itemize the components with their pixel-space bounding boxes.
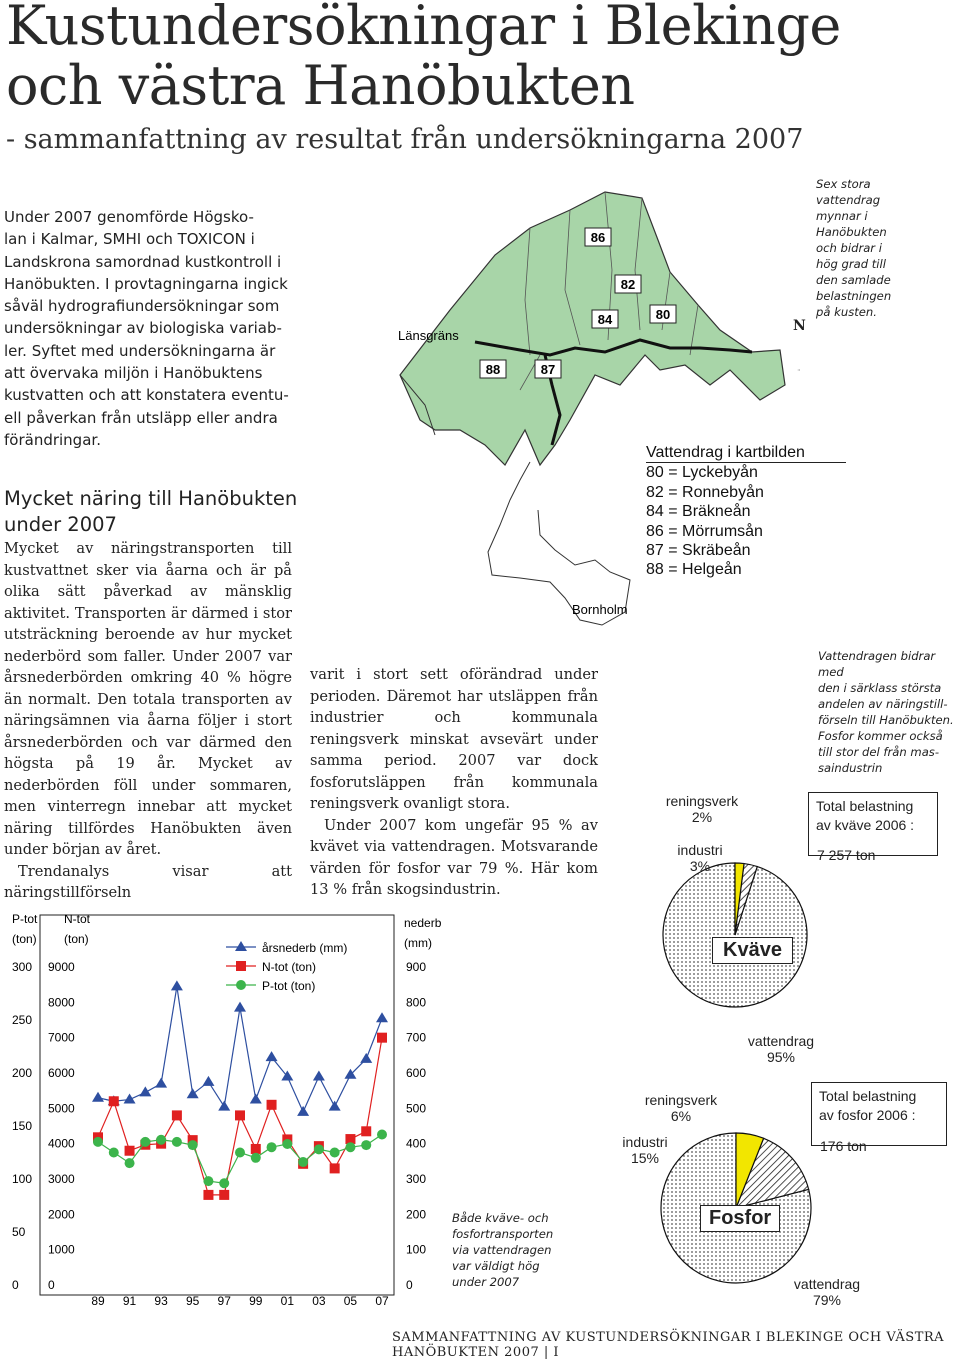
- tick-label-nederb: 200: [406, 1207, 427, 1222]
- fosfor-label-industri: [614, 1134, 676, 1166]
- data-point: [172, 1137, 182, 1147]
- data-point: [235, 1110, 245, 1120]
- total-label: Total belastning: [819, 1088, 917, 1104]
- tick-label-ntot: 3000: [48, 1172, 75, 1186]
- legend-marker: [236, 961, 246, 971]
- kvave-label-vattendrag: [738, 1033, 824, 1065]
- plot-frame: [40, 915, 394, 1295]
- body-paragraph: Mycket av näringstransporten till kustvattnet sker via åarna och är på olika sätt påverkad av mänsklig aktivitet. Transporten är därmed i stor utsträckning beroende av hur mycket nederbörd som faller. Under 2007 var årsnederbörden omkring 40 % högre än normalt. Den totala transporten av näringsämnen via åarna följer i stort årsnederbörden och var därmed den högsta på 19 år. Mycket av nederbörden föll under sommaren, men vinterregn innebar att mycket näring tillfördes Hanöbukten även under början av året.: [4, 540, 292, 858]
- note-line: Hanöbukten: [816, 225, 887, 239]
- trend-chart: [0, 905, 450, 1325]
- data-point: [218, 1101, 230, 1111]
- data-point: [250, 1094, 262, 1104]
- note-line: den i särklass största: [818, 681, 942, 695]
- data-point: [297, 1106, 309, 1116]
- tick-label-nederb: 900: [406, 960, 427, 974]
- intro-line: att övervaka miljön i Hanöbuktens: [4, 364, 263, 383]
- river-label: 86: [590, 230, 606, 245]
- note-line: förseln till Hanöbukten.: [818, 713, 954, 727]
- tick-label-nederb: 0: [406, 1278, 413, 1292]
- label-text: reningsverk: [665, 793, 739, 809]
- tick-label-ptot: 50: [12, 1225, 26, 1239]
- body-paragraph: varit i stort sett oförändrad under perioden. Däremot har utsläppen från industrier och kommunala reningsverk minskat avsevärt under samma period. 2007 var dock fosforutsläppen från kommunala reningsverk ovanligt stora.: [310, 666, 598, 812]
- data-point: [156, 1135, 166, 1145]
- data-point: [219, 1178, 229, 1188]
- data-point: [330, 1163, 340, 1173]
- tick-label-nederb: 100: [406, 1242, 427, 1257]
- tick-label-nederb: 800: [406, 995, 427, 1010]
- intro-line: Under 2007 genomförde Högsko-: [4, 208, 254, 226]
- data-point: [377, 1033, 387, 1043]
- river-label: 87: [540, 362, 556, 377]
- data-point: [124, 1094, 136, 1104]
- label-pct: 15%: [630, 1150, 660, 1166]
- tick-label-nederb: 400: [406, 1136, 427, 1151]
- tick-label-ntot: 0: [48, 1278, 55, 1292]
- data-point: [251, 1144, 261, 1154]
- tick-label-nederb: 300: [406, 1172, 427, 1186]
- data-point: [360, 1053, 372, 1063]
- data-point: [235, 1148, 245, 1158]
- tick-label-ntot: 8000: [48, 995, 75, 1010]
- total-label: av kväve 2006 :: [816, 817, 915, 833]
- legend-marker: [235, 941, 247, 951]
- total-label: av fosfor 2006 :: [819, 1107, 916, 1123]
- intro-line: Landskrona samordnad kustkontroll i: [4, 252, 282, 271]
- data-point: [234, 1002, 246, 1012]
- compass-icon: [797, 342, 800, 398]
- data-point: [155, 1078, 167, 1088]
- fosfor-title: Fosfor: [700, 1205, 780, 1232]
- legend-label: årsnederb (mm): [262, 941, 348, 955]
- body-paragraph: Trendanalys visar att näringstillförseln: [4, 862, 292, 901]
- data-point: [219, 1190, 229, 1200]
- river-legend-item: 88 = Helgeån: [646, 561, 742, 579]
- tick-label-ntot: 1000: [48, 1242, 75, 1257]
- river-legend-item: 80 = Lyckebyån: [646, 464, 758, 482]
- data-point: [267, 1142, 277, 1152]
- data-point: [92, 1092, 104, 1102]
- axis-label-nederb: (mm): [404, 936, 432, 950]
- tick-label-ntot: 2000: [48, 1207, 75, 1222]
- kvave-title: Kväve: [712, 937, 793, 964]
- note-line: mynnar i: [816, 209, 868, 223]
- tick-label-ptot: 100: [12, 1172, 33, 1186]
- tick-label-year: 01: [280, 1294, 295, 1308]
- label-pct: 6%: [670, 1108, 692, 1124]
- label-pct: 2%: [691, 809, 713, 825]
- data-point: [109, 1148, 119, 1158]
- label-text: industri: [677, 842, 723, 858]
- data-point: [202, 1076, 214, 1086]
- tick-label-ntot: 5000: [48, 1101, 75, 1116]
- fosfor-label-reningsverk: [636, 1092, 726, 1124]
- tick-label-nederb: 600: [406, 1066, 427, 1080]
- data-point: [314, 1144, 324, 1154]
- tick-label-ptot: 150: [12, 1119, 33, 1133]
- section-heading: [4, 486, 304, 538]
- data-point: [329, 1101, 341, 1111]
- intro-line: förändringar.: [4, 430, 101, 449]
- data-point: [140, 1137, 150, 1147]
- note-line: belastningen: [816, 289, 892, 303]
- note-line: var väldigt hög: [452, 1259, 540, 1273]
- axis-label-ptot: P-tot: [12, 912, 38, 926]
- data-point: [361, 1126, 371, 1136]
- river-legend-item: 86 = Mörrumsån: [646, 522, 763, 540]
- data-point: [313, 1071, 325, 1081]
- tick-label-year: 07: [375, 1294, 389, 1308]
- page-title: [6, 0, 841, 116]
- label-pct: 79%: [812, 1292, 842, 1308]
- tick-label-ntot: 6000: [48, 1066, 75, 1080]
- tick-label-ptot: 300: [12, 960, 33, 974]
- data-point: [187, 1088, 199, 1098]
- river-legend-item: 84 = Bräkneån: [646, 503, 751, 521]
- label-text: vattendrag: [747, 1033, 815, 1049]
- tick-label-nederb: 700: [406, 1030, 427, 1045]
- label-text: industri: [622, 1134, 668, 1150]
- legend-label: N-tot (ton): [262, 960, 317, 974]
- kvave-label-reningsverk: [660, 793, 744, 825]
- kvave-total-value: 7 257 ton: [817, 847, 876, 863]
- river-legend-item: 82 = Ronnebyån: [646, 483, 764, 501]
- intro-line: såväl hydrografiundersökningar som: [4, 297, 280, 316]
- body-column-1: [4, 538, 292, 904]
- body-paragraph: Under 2007 kom ungefär 95 % av kvävet via vattendragen. Motsvarande värden för fosfor var 79 %. Här kom 13 % från skogsindustrin.: [310, 816, 598, 898]
- chart-note: [452, 1210, 572, 1290]
- data-point: [203, 1190, 213, 1200]
- data-point: [125, 1158, 135, 1168]
- data-point: [282, 1139, 292, 1149]
- pie-note: [818, 648, 960, 776]
- bornholm-label: Bornholm: [572, 602, 628, 617]
- data-point: [109, 1096, 119, 1106]
- total-label: Total belastning: [816, 798, 914, 814]
- note-line: Sex stora: [816, 177, 871, 191]
- tick-label-ptot: 200: [12, 1066, 33, 1080]
- legend-marker: [236, 980, 246, 990]
- tick-label-year: 03: [312, 1294, 326, 1308]
- note-line: vattendrag: [816, 193, 881, 207]
- page-footer: SAMMANFATTNING AV KUSTUNDERSÖKNINGAR I BLEKINGE OCH VÄSTRA HANÖBUKTEN 2007 | I: [392, 1330, 945, 1360]
- tick-label-year: 97: [217, 1294, 231, 1308]
- fosfor-total-value: 176 ton: [820, 1138, 867, 1154]
- data-point: [267, 1100, 277, 1110]
- tick-label-year: 91: [122, 1294, 137, 1308]
- heading-line-2: under 2007: [4, 513, 117, 536]
- label-pct: 3%: [689, 858, 711, 874]
- intro-line: lan i Kalmar, SMHI och TOXICON i: [4, 230, 255, 249]
- axis-label-ptot: (ton): [12, 932, 37, 946]
- intro-text: [4, 206, 294, 451]
- map-note: [816, 176, 956, 320]
- title-line-2: och västra Hanöbukten: [6, 54, 635, 117]
- note-line: andelen av näringstill-: [818, 697, 948, 711]
- river-label: 88: [485, 362, 501, 377]
- tick-label-year: 89: [91, 1294, 105, 1308]
- label-text: reningsverk: [644, 1092, 718, 1108]
- tick-label-year: 99: [249, 1294, 263, 1308]
- axis-label-nederb: nederb: [404, 916, 442, 930]
- intro-line: ell påverkan från utsläpp eller andra: [4, 408, 278, 427]
- note-line: via vattendragen: [452, 1243, 552, 1257]
- data-point: [125, 1146, 135, 1156]
- tick-label-year: 05: [343, 1294, 358, 1308]
- river-label: 84: [597, 312, 613, 327]
- intro-line: kustvatten och att konstatera eventu-: [4, 386, 289, 405]
- body-column-2: [310, 664, 598, 901]
- tick-label-nederb: 500: [406, 1101, 427, 1116]
- note-line: Fosfor kommer också: [818, 729, 943, 743]
- tick-label-year: 93: [154, 1294, 168, 1308]
- data-point: [330, 1148, 340, 1158]
- intro-line: Hanöbukten. I provtagningarna ingick: [4, 274, 288, 293]
- kvave-label-industri: [670, 842, 730, 874]
- note-line: Både kväve- och: [452, 1211, 549, 1225]
- tick-label-ptot: 0: [12, 1278, 19, 1292]
- fosfor-label-vattendrag: [784, 1276, 870, 1308]
- intro-line: undersökningar av biologiska variab-: [4, 319, 282, 338]
- label-text: vattendrag: [793, 1276, 861, 1292]
- data-point: [298, 1157, 308, 1167]
- data-point: [361, 1140, 371, 1150]
- legend-label: P-tot (ton): [262, 979, 316, 993]
- data-point: [266, 1051, 278, 1061]
- data-point: [203, 1176, 213, 1186]
- page-subtitle: - sammanfattning av resultat från undersökningarna 2007: [6, 124, 804, 155]
- axis-label-ntot: N-tot: [64, 912, 91, 926]
- note-line: fosfortransporten: [452, 1227, 554, 1241]
- kvave-pie-chart: [660, 860, 810, 1010]
- note-line: på kusten.: [816, 305, 877, 319]
- tick-label-ntot: 9000: [48, 960, 75, 974]
- north-label: N: [793, 318, 806, 334]
- county-border-label: Länsgräns: [398, 328, 459, 343]
- note-line: hög grad till: [816, 257, 886, 271]
- river-legend-title: Vattendrag i kartbilden: [646, 443, 846, 463]
- river-legend-item: 87 = Skräbeån: [646, 542, 751, 560]
- tick-label-ntot: 7000: [48, 1030, 75, 1045]
- data-point: [172, 1110, 182, 1120]
- note-line: till stor del från mas-: [818, 745, 940, 759]
- data-point: [171, 980, 183, 990]
- label-pct: 95%: [766, 1049, 796, 1065]
- note-line: den samlade: [816, 273, 891, 287]
- river-label: 80: [655, 307, 671, 322]
- note-line: och bidrar i: [816, 241, 882, 255]
- data-point: [188, 1140, 198, 1150]
- note-line: under 2007: [452, 1275, 520, 1289]
- river-legend: [646, 443, 846, 580]
- data-point: [139, 1086, 151, 1096]
- fosfor-total-box: [811, 1082, 947, 1146]
- heading-line-1: Mycket näring till Hanöbukten: [4, 487, 298, 510]
- note-line: saindustrin: [818, 761, 883, 775]
- note-line: Vattendragen bidrar med: [818, 649, 936, 679]
- data-point: [93, 1137, 103, 1147]
- tick-label-year: 95: [185, 1294, 200, 1308]
- intro-line: ler. Syftet med undersökningarna är: [4, 341, 276, 360]
- tick-label-ntot: 4000: [48, 1136, 75, 1151]
- data-point: [345, 1142, 355, 1152]
- axis-label-ntot: (ton): [64, 932, 89, 946]
- title-line-1: Kustundersökningar i Blekinge: [6, 0, 841, 57]
- data-point: [376, 1012, 388, 1022]
- data-point: [251, 1153, 261, 1163]
- data-point: [377, 1129, 387, 1139]
- tick-label-ptot: 250: [12, 1013, 33, 1027]
- river-label: 82: [620, 277, 636, 292]
